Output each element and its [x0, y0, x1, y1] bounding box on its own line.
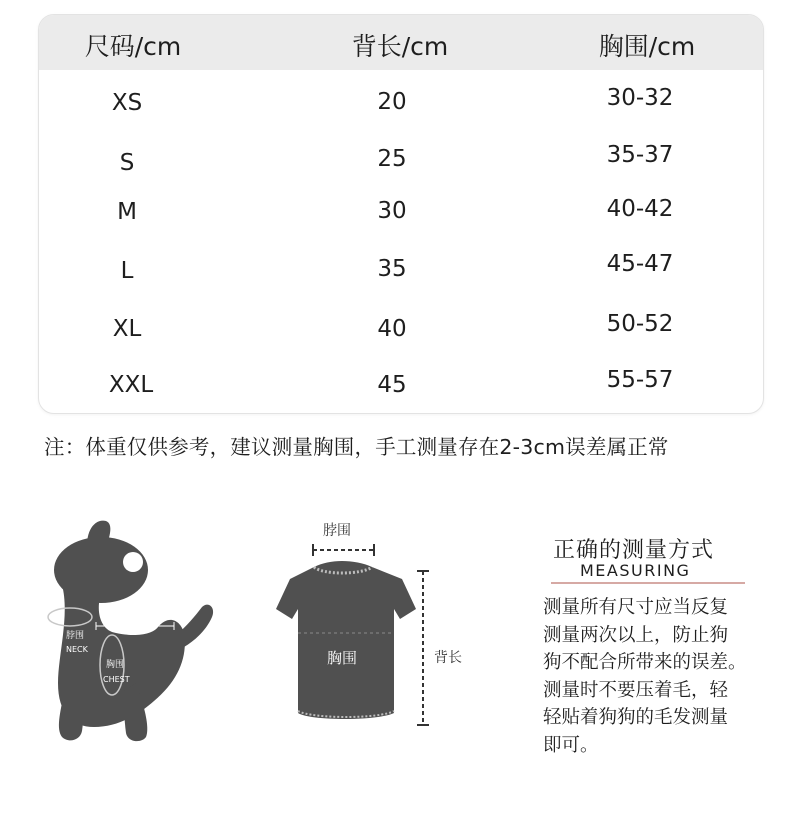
back-length-cell: 20 — [377, 89, 407, 115]
back-length-cell: 25 — [377, 146, 407, 172]
shirt-measurement-diagram — [270, 515, 475, 740]
size-cell: XXL — [108, 372, 154, 398]
instruction-line: 测量两次以上，防止狗 — [543, 624, 729, 646]
instruction-line: 狗不配合所带来的误差。 — [543, 652, 747, 673]
chest-width-label: 胸围 — [327, 649, 358, 667]
neck-en-label: NECK — [66, 645, 88, 654]
back-length-label: 背长 — [434, 650, 462, 666]
length-label: LENGTH背长 — [102, 612, 151, 621]
accent-divider — [551, 582, 745, 584]
instruction-line: 即可。 — [543, 734, 599, 756]
dog-eye-icon — [123, 552, 143, 572]
chest-cell: 50-52 — [606, 311, 674, 337]
measuring-instructions — [543, 594, 783, 759]
size-table — [38, 14, 764, 414]
measuring-subtitle: MEASURING — [580, 561, 691, 580]
back-length-cell: 30 — [377, 198, 407, 224]
instruction-line: 轻贴着狗狗的毛发测量 — [543, 707, 729, 728]
table-header — [39, 15, 763, 70]
dog-measurement-diagram — [36, 515, 221, 745]
size-cell: S — [119, 150, 135, 176]
size-cell: L — [120, 258, 134, 284]
chest-cn-label: 胸围 — [106, 660, 125, 670]
size-cell: M — [117, 199, 137, 225]
chest-en-label: CHEST — [103, 675, 130, 684]
chest-cell: 55-57 — [606, 367, 674, 393]
chest-cell: 35-37 — [606, 142, 674, 168]
neck-width-label: 脖围 — [323, 523, 351, 539]
measuring-title: 正确的测量方式 — [553, 538, 715, 563]
instruction-line: 测量时不要压着毛，轻 — [543, 679, 729, 701]
back-length-cell: 45 — [377, 372, 407, 398]
header-back-length: 背长/cm — [351, 32, 449, 61]
header-chest: 胸围/cm — [598, 32, 696, 61]
size-cell: XS — [111, 90, 143, 116]
size-cell: XL — [112, 316, 142, 342]
instruction-line: 测量所有尺寸应当反复 — [543, 597, 729, 618]
back-length-cell: 35 — [377, 256, 407, 282]
chest-cell: 40-42 — [606, 196, 674, 222]
neck-cn-label: 脖围 — [66, 631, 85, 641]
header-size: 尺码/cm — [84, 32, 182, 61]
measurement-note: 注：体重仅供参考，建议测量胸围，手工测量存在2-3cm误差属正常 — [44, 435, 669, 459]
shirt-icon — [276, 561, 416, 719]
chest-cell: 30-32 — [606, 85, 674, 111]
back-length-cell: 40 — [377, 316, 407, 342]
chest-cell: 45-47 — [606, 251, 674, 277]
